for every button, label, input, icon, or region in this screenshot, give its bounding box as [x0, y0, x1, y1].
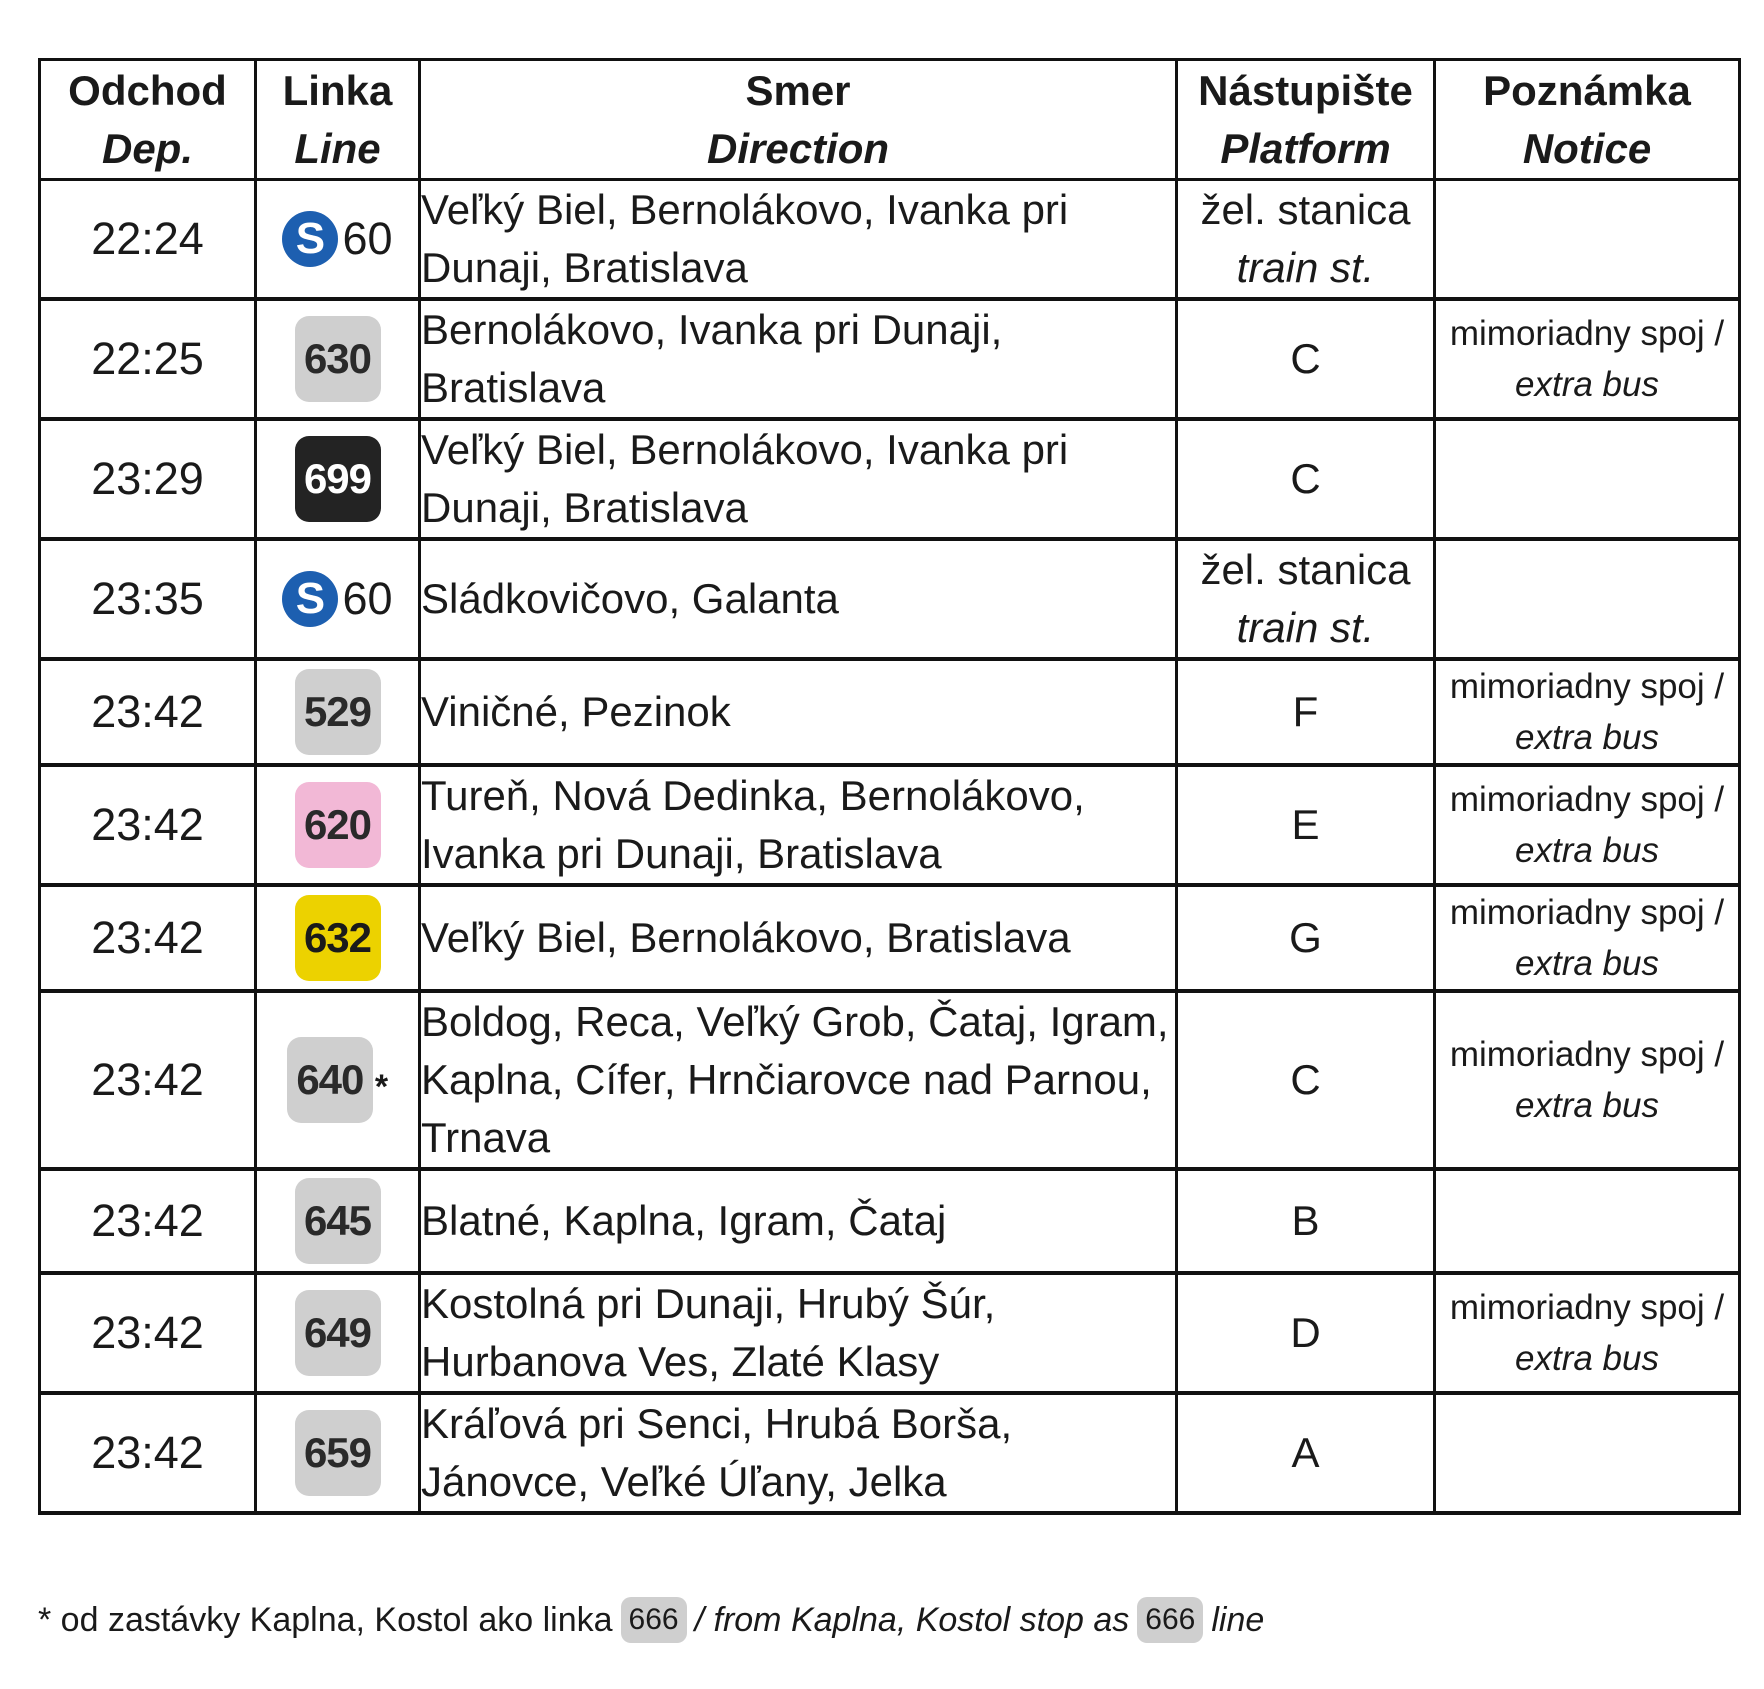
footnote	[38, 1597, 1264, 1643]
departure-time: 23:35	[40, 539, 256, 659]
platform-cell	[1177, 299, 1435, 419]
line-badge: 645	[295, 1178, 381, 1264]
header-notice-sk: Poznámka	[1483, 66, 1691, 114]
line-badge: 620	[295, 782, 381, 868]
notice-en: extra bus	[1515, 831, 1659, 870]
line-cell	[256, 885, 420, 991]
notice-sk: mimoriadny spoj /	[1449, 1288, 1725, 1327]
platform: C	[1290, 1056, 1321, 1103]
table-header	[40, 60, 1740, 180]
platform-cell	[1177, 885, 1435, 991]
header-departure-sk: Odchod	[68, 66, 227, 114]
platform-cell	[1177, 1393, 1435, 1513]
train-line	[282, 571, 392, 627]
header-platform-en: Platform	[1220, 124, 1391, 172]
notice-cell	[1435, 180, 1740, 300]
line-cell	[256, 539, 420, 659]
header-line	[256, 60, 420, 180]
notice-cell	[1435, 1169, 1740, 1273]
table-row	[40, 1273, 1740, 1393]
platform-en: train st.	[1236, 244, 1375, 291]
notice-cell	[1435, 419, 1740, 539]
platform: B	[1291, 1197, 1320, 1244]
notice-cell	[1435, 1273, 1740, 1393]
table-body	[40, 180, 1740, 1514]
train-s-icon: S	[282, 571, 338, 627]
direction: Blatné, Kaplna, Igram, Čataj	[420, 1169, 1177, 1273]
table-row	[40, 765, 1740, 885]
header-direction-sk: Smer	[745, 66, 851, 114]
header-departure-en: Dep.	[101, 124, 193, 172]
platform-cell	[1177, 180, 1435, 300]
line-cell	[256, 1273, 420, 1393]
footnote-marker: *	[374, 1068, 389, 1107]
header-direction	[420, 60, 1177, 180]
line-number: 60	[342, 213, 393, 264]
footnote-sk: * od zastávky Kaplna, Kostol ako linka	[38, 1600, 613, 1639]
direction: Tureň, Nová Dedinka, Bernolákovo, Ivanka pri Dunaji, Bratislava	[420, 765, 1177, 885]
line-cell	[256, 419, 420, 539]
notice-en: extra bus	[1515, 1339, 1659, 1378]
direction: Kostolná pri Dunaji, Hrubý Šúr, Hurbanova Ves, Zlaté Klasy	[420, 1273, 1177, 1393]
line-cell	[256, 180, 420, 300]
footnote-line-badge: 666	[621, 1597, 687, 1643]
line-badge: 699	[295, 436, 381, 522]
notice-cell	[1435, 1393, 1740, 1513]
line-badge: 529	[295, 669, 381, 755]
departure-time: 22:24	[40, 180, 256, 300]
notice-cell	[1435, 539, 1740, 659]
direction: Kráľová pri Senci, Hrubá Borša, Jánovce, Veľké Úľany, Jelka	[420, 1393, 1177, 1513]
footnote-en-2: line	[1211, 1600, 1265, 1639]
departure-time: 23:42	[40, 659, 256, 765]
notice-en: extra bus	[1515, 944, 1659, 983]
platform-cell	[1177, 765, 1435, 885]
table-row	[40, 885, 1740, 991]
table-row	[40, 991, 1740, 1169]
platform: žel. stanica	[1200, 186, 1411, 233]
departure-time: 23:29	[40, 419, 256, 539]
notice-cell	[1435, 991, 1740, 1169]
platform: C	[1290, 455, 1321, 502]
platform: C	[1290, 335, 1321, 382]
table-row	[40, 539, 1740, 659]
notice-cell	[1435, 885, 1740, 991]
departure-time: 23:42	[40, 991, 256, 1169]
platform: E	[1291, 801, 1320, 848]
direction: Bernolákovo, Ivanka pri Dunaji, Bratislava	[420, 299, 1177, 419]
header-notice	[1435, 60, 1740, 180]
line-cell	[256, 659, 420, 765]
notice-sk: mimoriadny spoj /	[1449, 314, 1725, 353]
line-cell	[256, 765, 420, 885]
line-number: 60	[342, 573, 393, 624]
header-line-sk: Linka	[282, 66, 393, 114]
table-row	[40, 180, 1740, 300]
notice-en: extra bus	[1515, 1086, 1659, 1125]
departure-time: 23:42	[40, 885, 256, 991]
platform-cell	[1177, 419, 1435, 539]
platform: D	[1290, 1309, 1321, 1356]
line-badge: 632	[295, 895, 381, 981]
line-cell	[256, 299, 420, 419]
platform: A	[1291, 1429, 1320, 1476]
departure-time: 22:25	[40, 299, 256, 419]
header-line-en: Line	[294, 124, 381, 172]
departure-time: 23:42	[40, 1393, 256, 1513]
line-badge: 649	[295, 1290, 381, 1376]
table-row	[40, 299, 1740, 419]
platform: F	[1292, 688, 1319, 735]
footnote-line-badge-2: 666	[1137, 1597, 1203, 1643]
header-platform	[1177, 60, 1435, 180]
notice-en: extra bus	[1515, 365, 1659, 404]
platform-cell	[1177, 991, 1435, 1169]
platform-cell	[1177, 1169, 1435, 1273]
line-badge: 659	[295, 1410, 381, 1496]
notice-sk: mimoriadny spoj /	[1449, 780, 1725, 819]
direction: Veľký Biel, Bernolákovo, Ivanka pri Dunaji, Bratislava	[420, 180, 1177, 300]
direction: Veľký Biel, Bernolákovo, Ivanka pri Dunaji, Bratislava	[420, 419, 1177, 539]
departures-table	[38, 58, 1741, 1515]
direction: Viničné, Pezinok	[420, 659, 1177, 765]
notice-sk: mimoriadny spoj /	[1449, 1035, 1725, 1074]
header-direction-en: Direction	[706, 124, 890, 172]
train-s-icon: S	[282, 211, 338, 267]
table-row	[40, 659, 1740, 765]
platform-cell	[1177, 1273, 1435, 1393]
table-row	[40, 1169, 1740, 1273]
departure-time: 23:42	[40, 765, 256, 885]
notice-cell	[1435, 299, 1740, 419]
train-line	[282, 211, 392, 267]
notice-sk: mimoriadny spoj /	[1449, 667, 1725, 706]
footnote-en-1: / from Kaplna, Kostol stop as	[694, 1600, 1130, 1639]
notice-sk: mimoriadny spoj /	[1449, 893, 1725, 932]
platform-cell	[1177, 539, 1435, 659]
header-platform-sk: Nástupište	[1198, 66, 1413, 114]
direction: Sládkovičovo, Galanta	[420, 539, 1177, 659]
notice-cell	[1435, 765, 1740, 885]
line-cell	[256, 991, 420, 1169]
departure-time: 23:42	[40, 1169, 256, 1273]
platform: žel. stanica	[1200, 546, 1411, 593]
notice-en: extra bus	[1515, 718, 1659, 757]
line-badge: 640	[287, 1037, 373, 1123]
header-departure	[40, 60, 256, 180]
line-cell	[256, 1169, 420, 1273]
direction: Boldog, Reca, Veľký Grob, Čataj, Igram, Kaplna, Cífer, Hrnčiarovce nad Parnou, Trnava	[420, 991, 1177, 1169]
platform: G	[1289, 914, 1322, 961]
table-row	[40, 419, 1740, 539]
header-notice-en: Notice	[1522, 124, 1652, 172]
direction: Veľký Biel, Bernolákovo, Bratislava	[420, 885, 1177, 991]
table-row	[40, 1393, 1740, 1513]
notice-cell	[1435, 659, 1740, 765]
platform-en: train st.	[1236, 604, 1375, 651]
line-badge: 630	[295, 316, 381, 402]
line-cell	[256, 1393, 420, 1513]
platform-cell	[1177, 659, 1435, 765]
departure-time: 23:42	[40, 1273, 256, 1393]
